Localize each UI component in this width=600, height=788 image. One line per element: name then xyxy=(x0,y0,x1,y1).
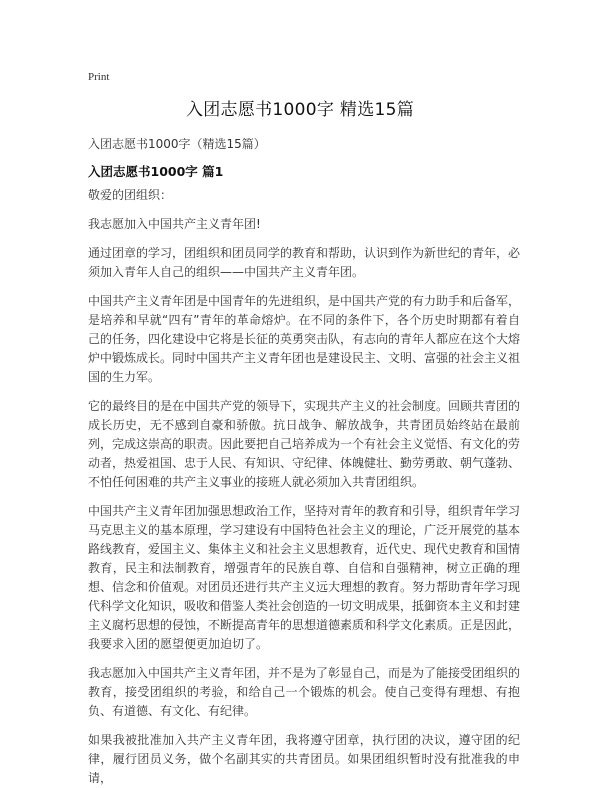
section-heading: 入团志愿书1000字 篇1 xyxy=(88,164,224,179)
document-subtitle: 入团志愿书1000字（精选15篇） xyxy=(88,137,266,151)
body-paragraph-6: 我志愿加入中国共产主义青年团，并不是为了彰显自己，而是为了能接受团组织的教育，接受团组织的考验，和给自己一个锻炼的机会。使自己变得有理想、有抱负、有道德、有文化、有纪律。 xyxy=(88,666,521,718)
page-title: 入团志愿书1000字 精选15篇 xyxy=(185,100,415,120)
body-paragraph-4: 它的最终目的是在中国共产党的领导下，实现共产主义的社会制度。回顾共青团的成长历史，无不感到自豪和骄傲。抗日战争、解放战争，共青团员始终站在最前列，完成这崇高的职责。因此要把自己培养成为一个有社会主义觉悟、有文化的劳动者，热爱祖国、忠于人民、有知识、守纪律、体魄健壮、勤劳勇敢、朝气蓬勃、不怕任何困难的共产主义事业的接班人就必须加入共青团组织。 xyxy=(88,399,521,489)
print-label[interactable]: Print xyxy=(88,71,110,83)
salutation-paragraph: 敬爱的团组织： xyxy=(88,188,173,202)
body-paragraph-7: 如果我被批准加入共产主义青年团，我将遵守团章，执行团的决议，遵守团的纪律，履行团员义务，做个名副其实的共青团员。如果团组织暂时没有批准我的申请， xyxy=(88,733,520,785)
body-paragraph-5: 中国共产主义青年团加强思想政治工作，坚持对青年的教育和引导，组织青年学习马克思主义的基本原理，学习建设有中国特色社会主义的理论，广泛开展党的基本路线教育，爱国主义、集体主义和社会主义思想教育，近代史、现代史教育和国情教育，民主和法制教育，增强青年的民族自尊、自信和自强精神，树立正确的理想、信念和价值观。对团员还进行共产主义远大理想的教育。努力帮助青年学习现代科学文化知识，吸收和借鉴人类社会创造的一切文明成果，抵御资本主义和封建主义腐朽思想的侵蚀，不断提高青年的思想道德素质和科学文化素质。正是因此，我要求入团的愿望便更加迫切了。 xyxy=(88,504,521,651)
body-paragraph-3: 中国共产主义青年团是中国青年的先进组织，是中国共产党的有力助手和后备军，是培养和早就“四有”青年的革命熔炉。在不同的条件下，各个历史时期都有着自己的任务，四化建设中它将是长征的英勇突击队，有志向的青年人都应在这个大熔炉中锻炼成长。同时中国共产主义青年团也是建设民主、文明、富强的社会主义祖国的生力军。 xyxy=(88,294,521,384)
body-paragraph-1: 我志愿加入中国共产主义青年团! xyxy=(88,217,261,231)
body-paragraph-2: 通过团章的学习，团组织和团员同学的教育和帮助，认识到作为新世纪的青年，必须加入青年人自己的组织——中国共产主义青年团。 xyxy=(88,246,521,279)
